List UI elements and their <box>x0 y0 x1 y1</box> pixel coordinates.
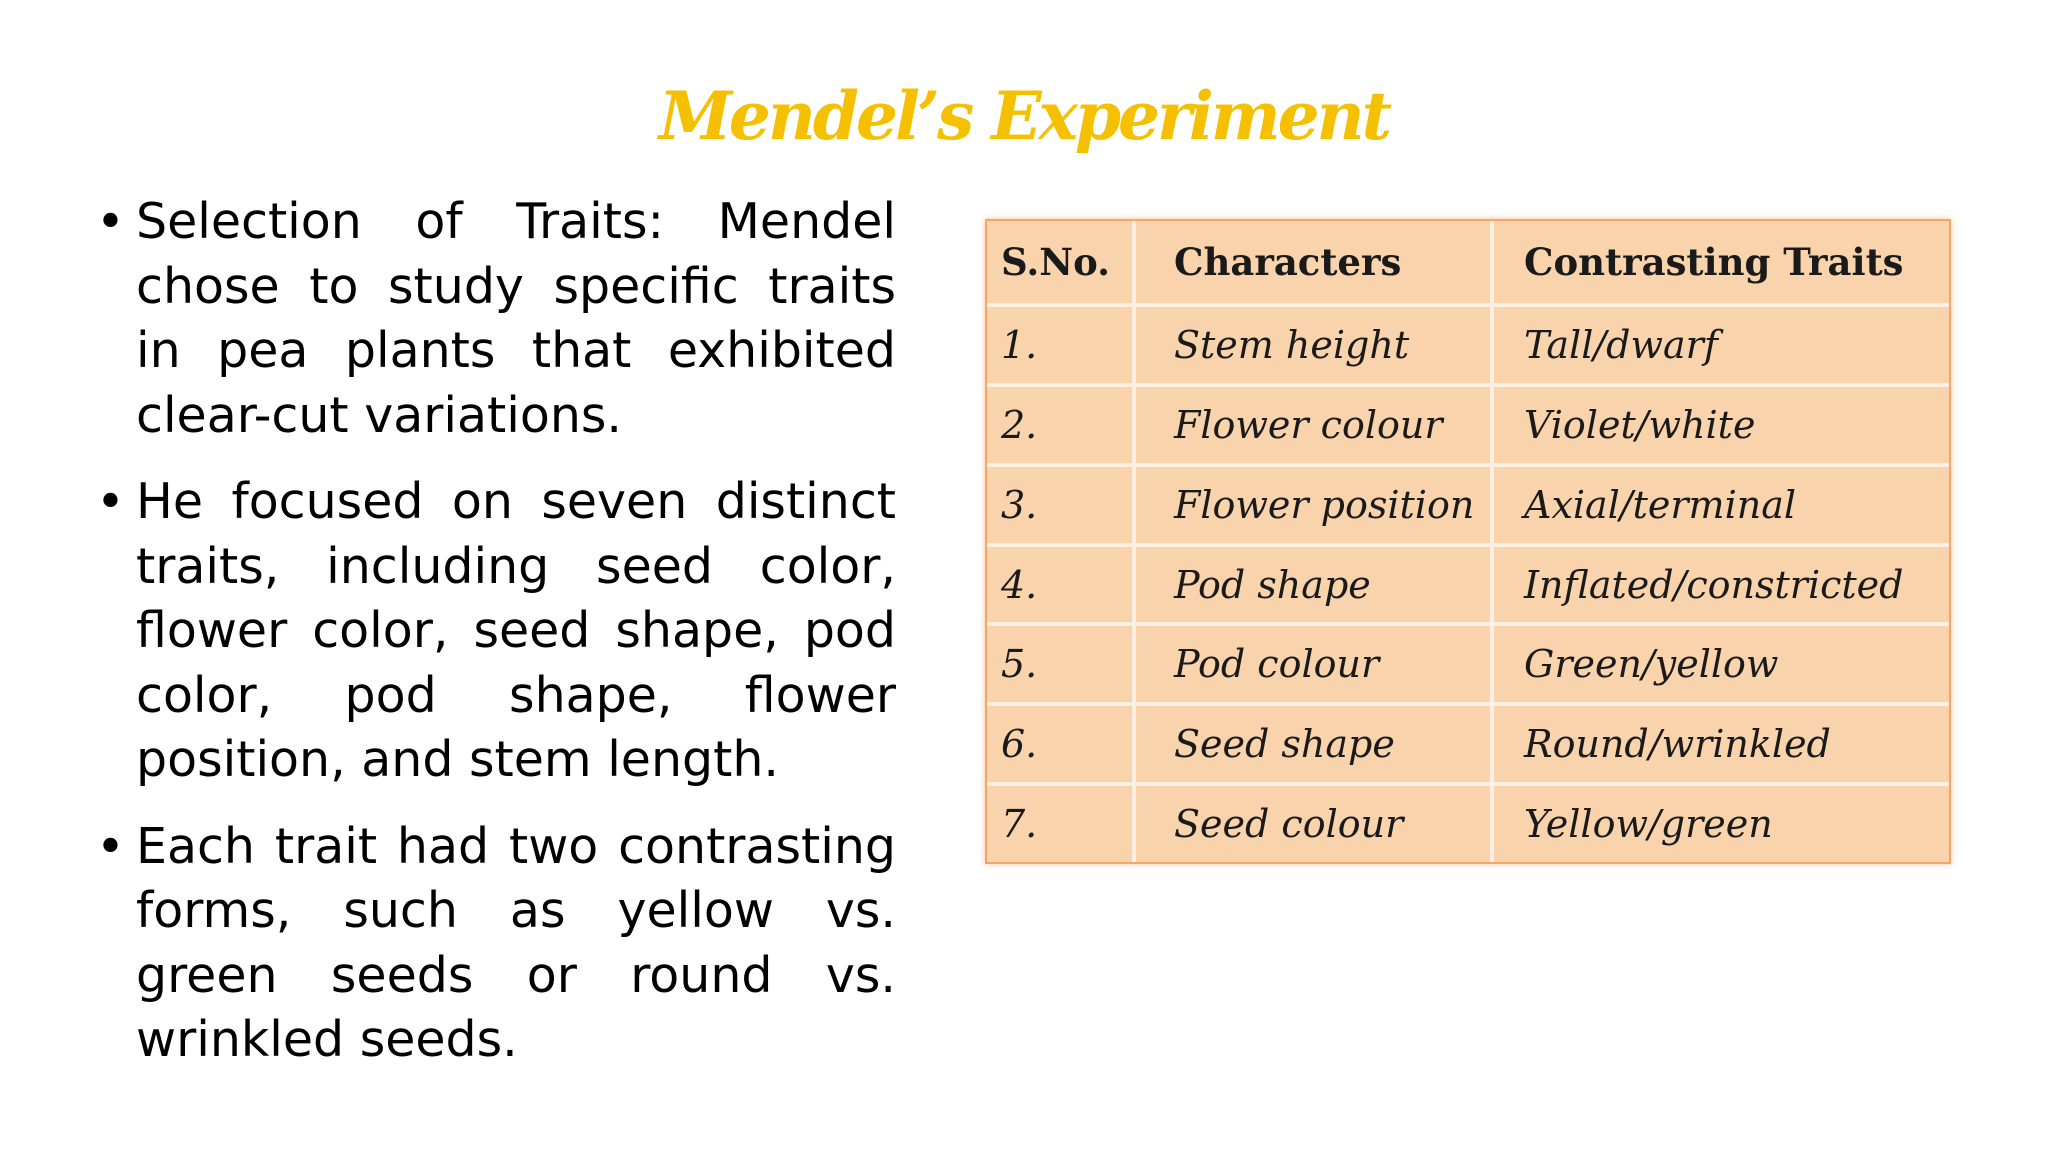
bullet-item <box>96 190 896 448</box>
table-row <box>987 305 1949 385</box>
cell-contrasting-traits: Inflated/constricted <box>1492 545 1949 625</box>
bullet-dot-icon: • <box>96 193 125 250</box>
cell-character: Pod shape <box>1134 545 1492 625</box>
table-row <box>987 465 1949 545</box>
table-header-row <box>987 221 1949 305</box>
cell-sno: 3. <box>987 465 1134 545</box>
table-row <box>987 784 1949 862</box>
cell-character: Pod colour <box>1134 624 1492 704</box>
bullet-dot-icon: • <box>96 473 125 530</box>
cell-character: Flower colour <box>1134 385 1492 465</box>
cell-sno: 6. <box>987 704 1134 784</box>
slide-title: Mendel’s Experiment <box>658 77 1390 155</box>
bullet-text: Each trait had two contrasting forms, such as yellow vs. green seeds or round vs. wrinkled seeds. <box>136 817 896 1068</box>
table-row <box>987 545 1949 625</box>
bullet-item <box>96 815 896 1073</box>
header-characters: Characters <box>1134 221 1492 305</box>
cell-character: Stem height <box>1134 305 1492 385</box>
cell-sno: 1. <box>987 305 1134 385</box>
traits-table-frame <box>985 219 1951 864</box>
header-sno: S.No. <box>987 221 1134 305</box>
bullet-item <box>96 470 896 793</box>
cell-sno: 4. <box>987 545 1134 625</box>
bullet-dot-icon: • <box>96 817 125 875</box>
cell-sno: 5. <box>987 624 1134 704</box>
bullet-text: Selection of Traits: Mendel chose to study specific traits in pea plants that exhibited clear-cut variations. <box>136 193 896 444</box>
table-row <box>987 704 1949 784</box>
cell-character: Seed shape <box>1134 704 1492 784</box>
cell-sno: 7. <box>987 784 1134 862</box>
cell-contrasting-traits: Round/wrinkled <box>1492 704 1949 784</box>
header-contrasting-traits: Contrasting Traits <box>1492 221 1949 305</box>
cell-contrasting-traits: Yellow/green <box>1492 784 1949 862</box>
bullet-list <box>96 190 896 1095</box>
cell-character: Seed colour <box>1134 784 1492 862</box>
cell-contrasting-traits: Tall/dwarf <box>1492 305 1949 385</box>
bullet-text: He focused on seven distinct traits, including seed color, flower color, seed shape, pod color, pod shape, flower position, and stem length. <box>136 473 896 788</box>
cell-character: Flower position <box>1134 465 1492 545</box>
cell-contrasting-traits: Green/yellow <box>1492 624 1949 704</box>
cell-sno: 2. <box>987 385 1134 465</box>
table-row <box>987 385 1949 465</box>
cell-contrasting-traits: Axial/terminal <box>1492 465 1949 545</box>
cell-contrasting-traits: Violet/white <box>1492 385 1949 465</box>
traits-table <box>987 221 1949 862</box>
table-row <box>987 624 1949 704</box>
